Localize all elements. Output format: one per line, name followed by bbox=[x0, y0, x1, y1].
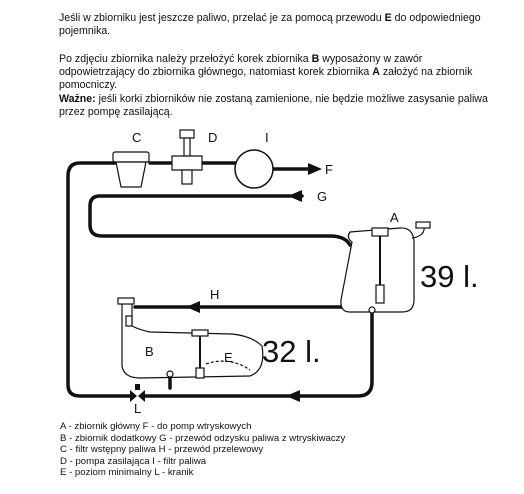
tank-b-volume: 32 l. bbox=[262, 334, 321, 369]
legend-line-1: A - zbiornik główny F - do pomp wtryskowych bbox=[60, 421, 252, 432]
prefilter-c bbox=[113, 152, 149, 187]
label-i: I bbox=[265, 130, 269, 145]
label-f: F bbox=[325, 162, 333, 177]
p2-text: Po zdjęciu zbiornika należy przełożyć korek zbiornika bbox=[59, 53, 312, 65]
legend-line-3: C - filtr wstępny paliwa H - przewód przelewowy bbox=[60, 444, 264, 456]
label-l: L bbox=[134, 401, 142, 416]
label-d: D bbox=[208, 130, 218, 145]
instruction-paragraph-important bbox=[59, 93, 491, 119]
legend-line-2: B - zbiornik dodatkowy G - przewód odzysku paliwa z wtryskiwaczy bbox=[60, 432, 346, 444]
arrow-g bbox=[288, 190, 302, 202]
p1-text-end: do odpowiedniego pojemnika. bbox=[59, 12, 481, 37]
p1-text: Jeśli w zbiorniku jest jeszcze paliwo, przelać je za pomocą przewodu bbox=[59, 12, 385, 24]
auxiliary-tank-b bbox=[118, 298, 263, 378]
p2-bold-a: A bbox=[372, 66, 380, 78]
return-line-g bbox=[90, 196, 350, 245]
legend-line-4: D - pompa zasilająca I - filtr paliwa bbox=[60, 455, 207, 467]
label-e: E bbox=[224, 350, 233, 365]
important-label: Ważne: bbox=[59, 93, 96, 105]
tank-a-volume: 39 l. bbox=[420, 259, 479, 294]
legend-line-5: E - poziom minimalny L - kranik bbox=[60, 467, 194, 479]
label-c: C bbox=[132, 130, 142, 145]
p2-text-mid: wyposażony w zawór odpowietrzający do zbiornika głównego, natomiast korek zbiornika bbox=[59, 53, 423, 78]
label-b: B bbox=[145, 344, 154, 359]
tap-l bbox=[130, 384, 145, 402]
instruction-paragraph-2 bbox=[59, 53, 491, 92]
main-tank-a bbox=[341, 222, 430, 313]
p1-bold: E bbox=[384, 12, 392, 24]
fuel-system-diagram bbox=[0, 118, 524, 418]
label-h: H bbox=[210, 287, 220, 302]
arrow-bottom bbox=[286, 390, 300, 402]
label-a: A bbox=[390, 210, 399, 225]
fuel-filter-i bbox=[235, 150, 273, 188]
important-text: jeśli korki zbiorników nie zostaną zamienione, nie będzie możliwe zasysanie paliwa przez pompę zasilającą. bbox=[59, 93, 488, 118]
p2-bold-b: B bbox=[311, 53, 320, 65]
fuel-supply-line bbox=[68, 163, 130, 396]
arrow-h bbox=[186, 301, 200, 313]
p2-text-end: założyć na zbiornik pomocniczy. bbox=[59, 66, 473, 91]
arrow-f bbox=[308, 163, 322, 175]
fuel-pump-d bbox=[172, 130, 202, 184]
label-g: G bbox=[317, 189, 328, 204]
diagram-legend bbox=[60, 421, 345, 479]
instruction-paragraph-1 bbox=[59, 12, 491, 38]
